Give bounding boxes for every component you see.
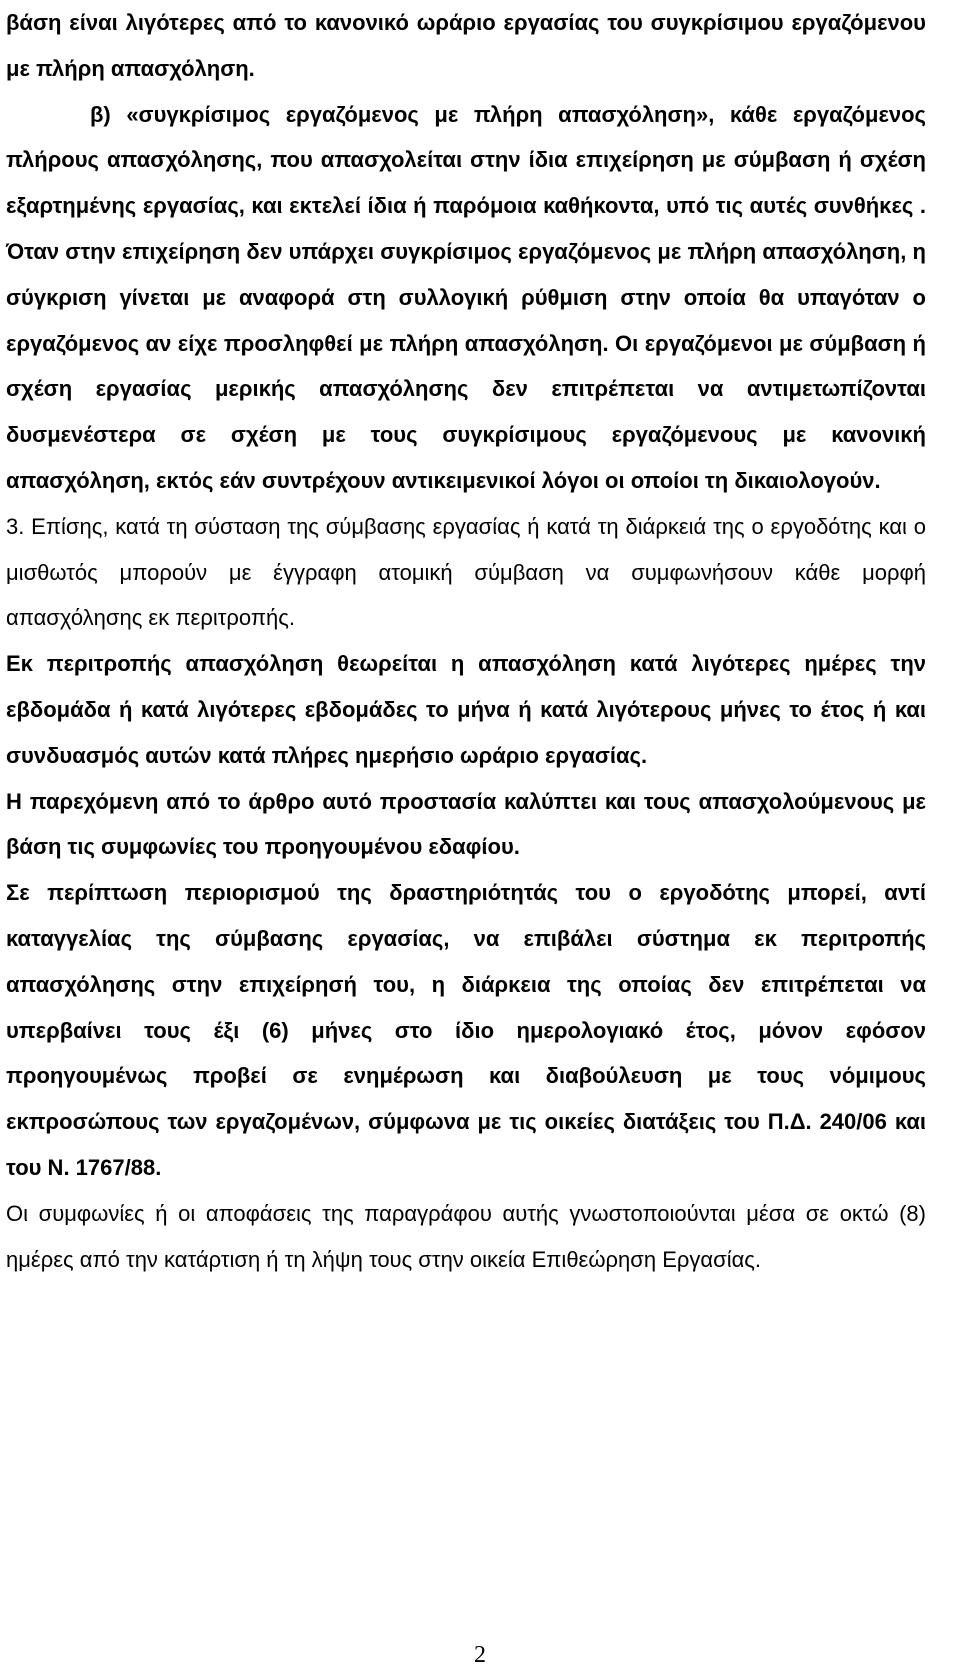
paragraph-1: βάση είναι λιγότερες από το κανονικό ωράριο εργασίας του συγκρίσιμου εργαζόμενου με πλήρη απασχόληση. [6, 10, 926, 81]
paragraph-6: Σε περίπτωση περιορισμού της δραστηριότητάς του ο εργοδότης μπορεί, αντί καταγγελίας της σύμβασης εργασίας, να επιβάλει σύστημα εκ περιτροπής απασχόλησης στην επιχείρησή του, η διάρκεια της οποίας δεν επιτρέπεται να υπερβαίνει τους έξι (6) μήνες στο ίδιο ημερολογιακό έτος, μόνον εφόσον προηγουμένως προβεί σε ενημέρωση και διαβούλευση με τους νόμιμους εκπροσώπους των εργαζομένων, σύμφωνα με τις οικείες διατάξεις του Π.Δ. 240/06 και του Ν. 1767/88. [6, 880, 926, 1180]
document-page [6, 0, 926, 1282]
paragraph-7: Οι συμφωνίες ή οι αποφάσεις της παραγράφου αυτής γνωστοποιούνται μέσα σε οκτώ (8) ημέρες από την κατάρτιση ή τη λήψη τους στην οικεία Επιθεώρηση Εργασίας. [6, 1200, 926, 1272]
paragraph-2: β) «συγκρίσιμος εργαζόμενος με πλήρη απασχόληση», κάθε εργαζόμενος πλήρους απασχόλησης, που απασχολείται στην ίδια επιχείρηση με σύμβαση ή σχέση εξαρτημένης εργασίας, και εκτελεί ίδια ή παρόμοια καθήκοντα, υπό τις αυτές συνθήκες . Όταν στην επιχείρηση δεν υπάρχει συγκρίσιμος εργαζόμενος με πλήρη απασχόληση, η σύγκριση γίνεται με αναφορά στη συλλογική ρύθμιση στην οποία θα υπαγόταν ο εργαζόμενος αν είχε προσληφθεί με πλήρη απασχόληση. Οι εργαζόμενοι με σύμβαση ή σχέση εργασίας μερικής απασχόλησης δεν επιτρέπεται να αντιμετωπίζονται δυσμενέστερα σε σχέση με τους συγκρίσιμους εργαζόμενους με κανονική απασχόληση, εκτός εάν συντρέχουν αντικειμενικοί λόγοι οι οποίοι τη δικαιολογούν. [6, 101, 926, 493]
paragraph-5: Η παρεχόμενη από το άρθρο αυτό προστασία καλύπτει και τους απασχολούμενους με βάση τις συμφωνίες του προηγουμένου εδαφίου. [6, 788, 926, 860]
page-number: 2 [474, 1642, 486, 1668]
paragraph-4: Εκ περιτροπής απασχόληση θεωρείται η απασχόληση κατά λιγότερες ημέρες την εβδομάδα ή κατά λιγότερες εβδομάδες το μήνα ή κατά λιγότερους μήνες το έτος ή και συνδυασμός αυτών κατά πλήρες ημερήσιο ωράριο εργασίας. [6, 651, 926, 768]
paragraph-3: 3. Επίσης, κατά τη σύσταση της σύμβασης εργασίας ή κατά τη διάρκειά της ο εργοδότης και ο μισθωτός μπορούν με έγγραφη ατομική σύμβαση να συμφωνήσουν κάθε μορφή απασχόλησης εκ περιτροπής. [6, 513, 926, 631]
